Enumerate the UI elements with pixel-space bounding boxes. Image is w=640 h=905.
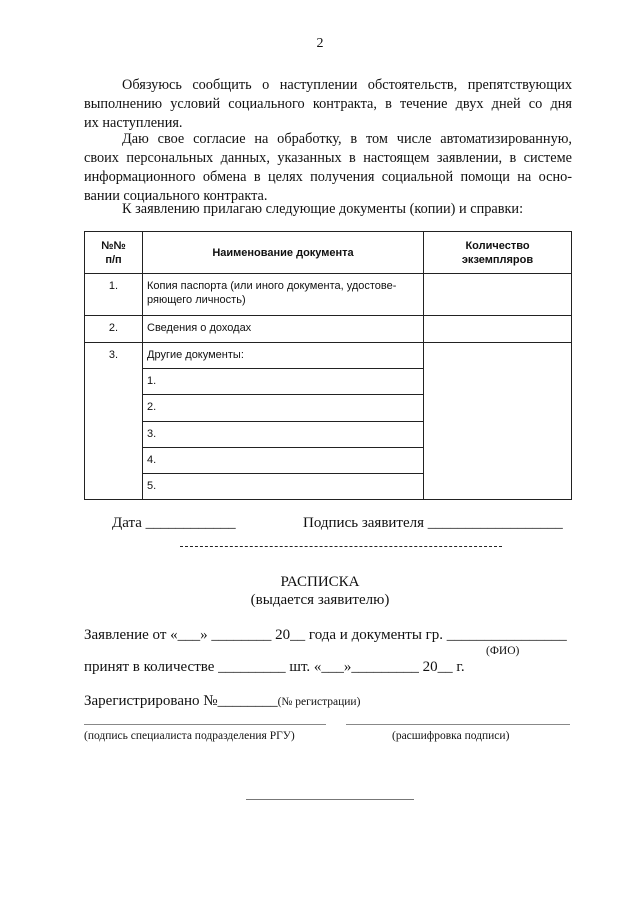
paragraph-line: вании социального контракта.	[84, 188, 268, 204]
paragraph-line: Обязуюсь сообщить о наступлении обстоятельств, препятствующих	[122, 77, 572, 93]
sub-item[interactable]: 1.	[143, 369, 424, 395]
paragraph-line: К заявлению прилагаю следующие документы (копии) и справки:	[122, 201, 524, 217]
page-number: 2	[316, 36, 324, 51]
signature-decode-hint: (расшифровка подписи)	[392, 730, 510, 742]
row-quantity-cell[interactable]	[424, 343, 572, 500]
table-header-row	[85, 232, 572, 274]
paragraph-line: Даю свое согласие на обработку, в том числе автоматизированную,	[122, 131, 572, 147]
row-document-name: Сведения о доходах	[143, 316, 424, 343]
row-document-name: Копия паспорта (или иного документа, удостове- ряющего личность)	[143, 274, 424, 316]
consent-paragraph	[84, 130, 572, 206]
registration-hint: (№ регистрации)	[277, 696, 361, 708]
registration-label: Зарегистрировано №________	[84, 693, 278, 709]
row-quantity-cell[interactable]	[424, 316, 572, 343]
specialist-signature-hint: (подпись специалиста подразделения РГУ)	[84, 730, 295, 742]
receipt-quantity-line[interactable]: принят в количестве _________ шт. «___»_________ 20__ г.	[84, 659, 465, 675]
receipt-subtitle: (выдается заявителю)	[250, 592, 390, 608]
specialist-signature-line[interactable]	[84, 724, 326, 725]
sub-item[interactable]: 2.	[143, 395, 424, 422]
sub-item[interactable]: 5.	[143, 474, 424, 500]
table-row	[85, 316, 572, 343]
header-number: №№ п/п	[85, 232, 143, 274]
receipt-statement-line[interactable]: Заявление от «___» ________ 20__ года и документы гр. ________________	[84, 627, 567, 643]
receipt-title: РАСПИСКА	[280, 574, 360, 590]
table-row	[85, 343, 572, 369]
paragraph-line: их наступления.	[84, 115, 183, 131]
table-row	[85, 274, 572, 316]
paragraph-line: своих персональных данных, указанных в настоящем заявлении, в системе	[84, 150, 572, 166]
row-quantity-cell[interactable]	[424, 274, 572, 316]
signature-decode-line[interactable]	[346, 724, 570, 725]
header-document-name: Наименование документа	[143, 232, 424, 274]
header-quantity: Количество экземпляров	[424, 232, 572, 274]
row-number: 1.	[85, 274, 143, 316]
date-field[interactable]: Дата ____________	[112, 515, 236, 531]
paragraph-line: выполнению условий социального контракта, в течение двух дней со дня	[84, 96, 572, 112]
registration-number-field[interactable]	[84, 693, 360, 710]
sub-item[interactable]: 3.	[143, 422, 424, 448]
paragraph-line: информационного обмена в целях получения социальной помощи на осно-	[84, 169, 572, 185]
documents-table	[84, 231, 572, 500]
row-number: 2.	[85, 316, 143, 343]
cut-line	[180, 546, 502, 547]
attachments-intro	[84, 200, 572, 219]
sub-item[interactable]: 4.	[143, 448, 424, 474]
fio-hint: (ФИО)	[486, 645, 520, 657]
obligation-paragraph	[84, 76, 572, 133]
row-document-name: Другие документы:	[143, 343, 424, 369]
applicant-signature-field[interactable]: Подпись заявителя __________________	[303, 515, 563, 531]
row-number: 3.	[85, 343, 143, 500]
footer-rule	[246, 799, 414, 800]
